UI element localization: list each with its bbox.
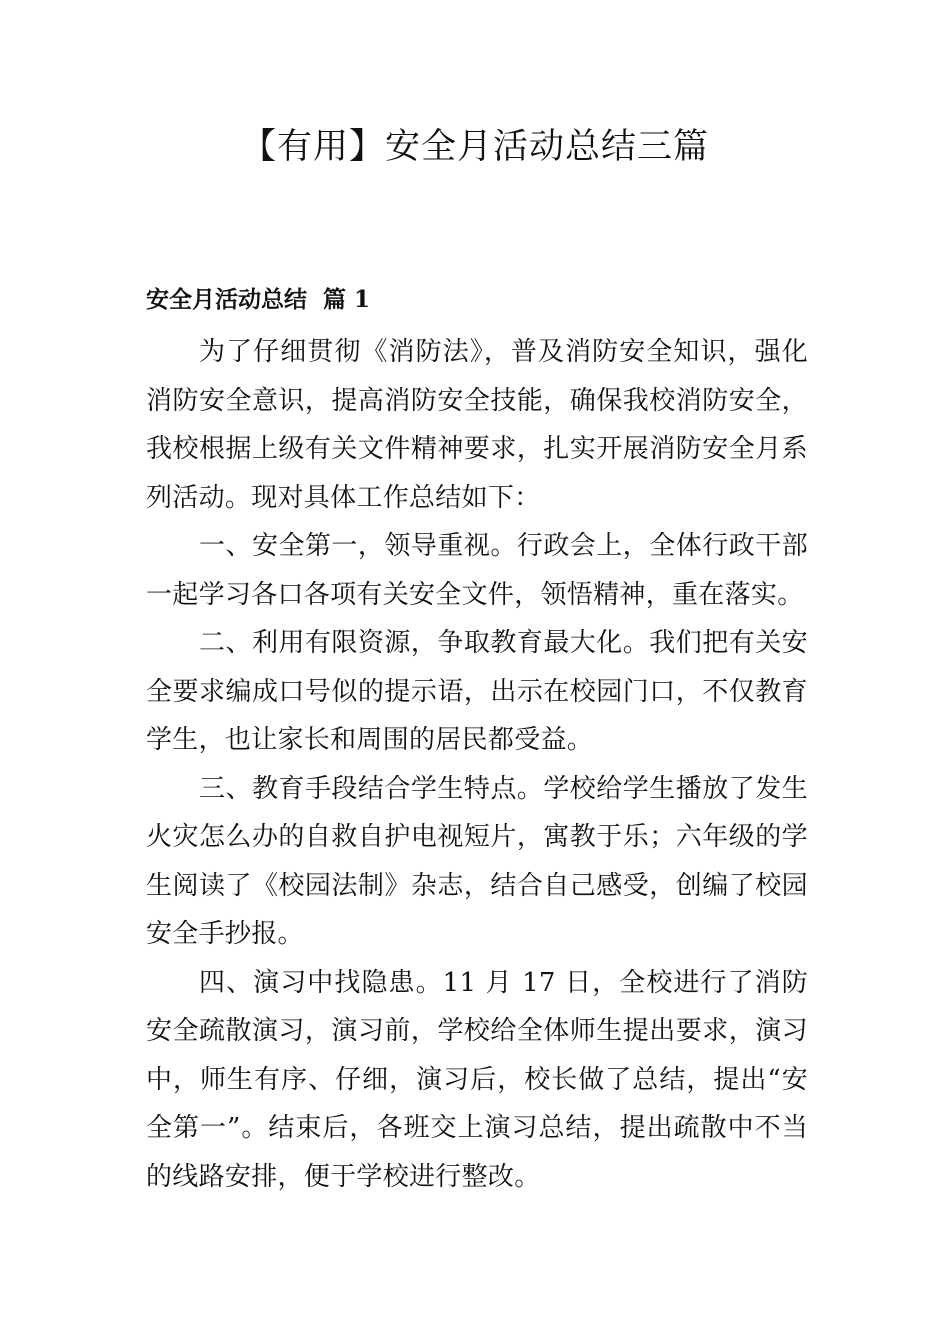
document-title: 【有用】安全月活动总结三篇 — [240, 127, 709, 167]
section-heading: 安全月活动总结 篇 1 — [146, 286, 371, 313]
paragraph-intro: 为了仔细贯彻《消防法》，普及消防安全知识，强化消防安全意识，提高消防安全技能，确保我校消防安全，我校根据上级有关文件精神要求，扎实开展消防安全月系列活动。现对具体工作总结如下： — [146, 337, 808, 513]
paragraph-item-2: 二、利用有限资源，争取教育最大化。我们把有关安全要求编成口号似的提示语，出示在校园门口，不仅教育学生，也让家长和周围的居民都受益。 — [146, 628, 808, 755]
paragraph-item-3: 三、教育手段结合学生特点。学校给学生播放了发生火灾怎么办的自救自护电视短片，寓教于乐；六年级的学生阅读了《校园法制》杂志，结合自己感受，创编了校园安全手抄报。 — [146, 773, 808, 949]
paragraph-item-1: 一、安全第一，领导重视。行政会上，全体行政干部一起学习各口各项有关安全文件，领悟精神，重在落实。 — [146, 531, 808, 610]
document-body — [146, 328, 808, 1201]
paragraph-item-4: 四、演习中找隐患。11 月 17 日，全校进行了消防安全疏散演习，演习前，学校给全体师生提出要求，演习中，师生有序、仔细，演习后，校长做了总结，提出“安全第一”。结束后，各班交上演习总结，提出疏散中不当的线路安排，便于学校进行整改。 — [146, 967, 808, 1192]
